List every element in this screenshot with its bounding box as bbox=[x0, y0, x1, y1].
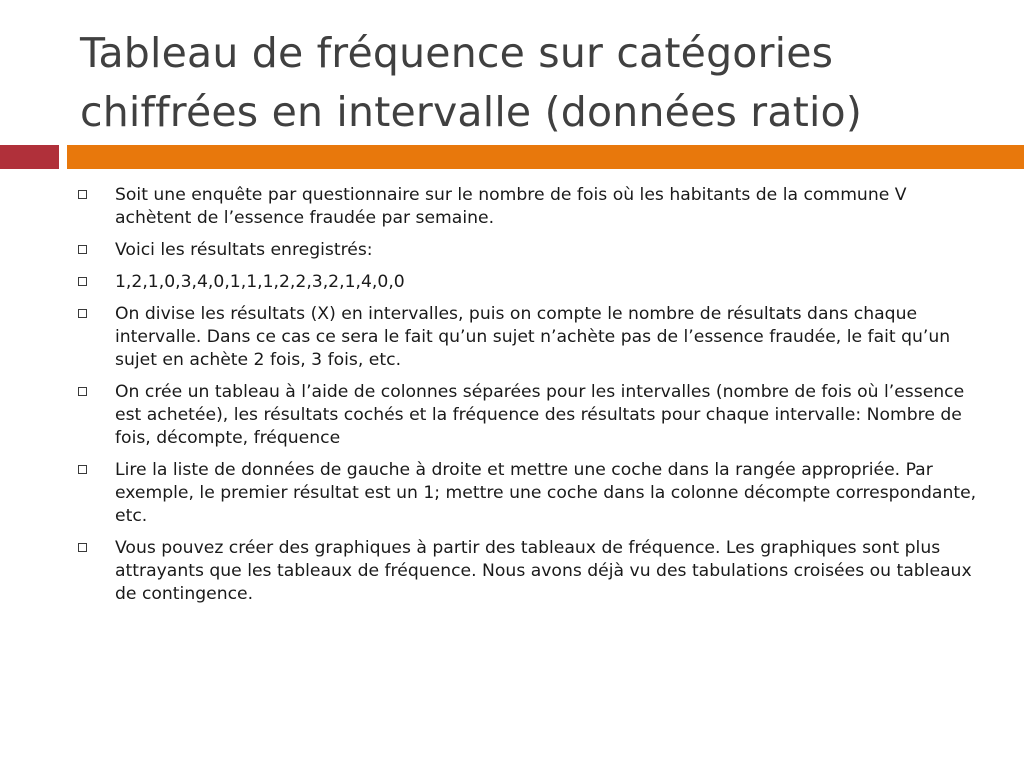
bullet-text: Lire la liste de données de gauche à droite et mettre une coche dans la rangée appropriée. Par exemple, le premier résultat est un 1; mettre une coche dans la colonne décompte correspondante, etc. bbox=[115, 460, 977, 526]
title-accent-bar-right bbox=[67, 145, 1024, 169]
square-bullet-icon bbox=[78, 465, 90, 473]
bullet-text: Soit une enquête par questionnaire sur le nombre de fois où les habitants de la commune V achètent de l’essence fraudée par semaine. bbox=[115, 185, 907, 228]
square-bullet-icon bbox=[78, 387, 90, 395]
bullet-text: On crée un tableau à l’aide de colonnes séparées pour les intervalles (nombre de fois où l’essence est achetée), les résultats cochés et la fréquence des résultats pour chaque intervalle: Nombre de fois, décompte, fréquence bbox=[115, 382, 965, 448]
bullet-text: On divise les résultats (X) en intervalles, puis on compte le nombre de résultats dans chaque intervalle. Dans ce cas ce sera le fait qu’un sujet n’achète pas de l’essence fraudée, le fait qu’un sujet en achète 2 fois, 3 fois, etc. bbox=[115, 304, 951, 370]
square-bullet-icon bbox=[78, 543, 90, 551]
square-bullet-icon bbox=[78, 245, 90, 253]
bullet-text: 1,2,1,0,3,4,0,1,1,1,2,2,3,2,1,4,0,0 bbox=[115, 272, 405, 292]
bullet-item bbox=[78, 459, 978, 528]
bullet-item bbox=[78, 184, 978, 230]
bullet-text: Voici les résultats enregistrés: bbox=[115, 240, 373, 260]
bullet-item bbox=[78, 537, 978, 606]
square-bullet-icon bbox=[78, 277, 90, 285]
bullet-item bbox=[78, 239, 978, 262]
title-accent-bar-left bbox=[0, 145, 59, 169]
bullet-item bbox=[78, 271, 978, 294]
square-bullet-icon bbox=[78, 309, 90, 317]
bullet-list bbox=[78, 184, 978, 615]
bullet-item bbox=[78, 303, 978, 372]
slide-title: Tableau de fréquence sur catégories chiffrées en intervalle (données ratio) bbox=[80, 29, 863, 136]
bullet-item bbox=[78, 381, 978, 450]
bullet-text: Vous pouvez créer des graphiques à partir des tableaux de fréquence. Les graphiques sont plus attrayants que les tableaux de fréquence. Nous avons déjà vu des tabulations croisées ou tableaux de contingence. bbox=[115, 538, 972, 604]
square-bullet-icon bbox=[78, 190, 90, 198]
